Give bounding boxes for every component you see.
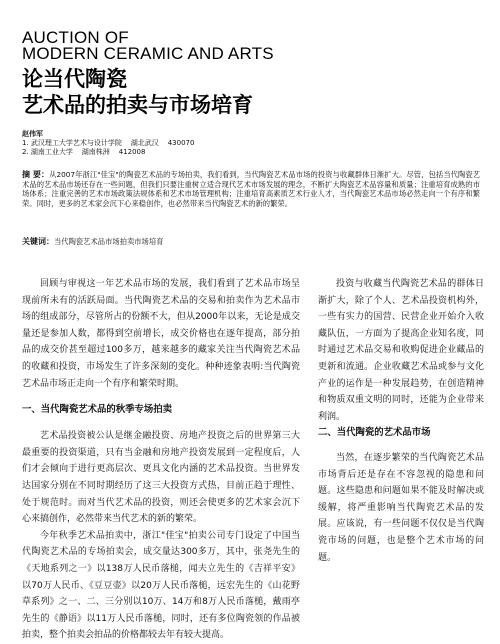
section-heading-1: 一、当代陶瓷艺术品的秋季专场拍卖: [22, 404, 173, 416]
left-column: [22, 276, 300, 644]
chinese-title: [22, 66, 482, 118]
abstract-label: 摘 要：: [22, 170, 50, 179]
author-name: 赵伟军: [22, 130, 43, 138]
keywords-block: [22, 236, 480, 247]
body-paragraph: 投资与收藏当代陶瓷艺术品的群体日渐扩大，除了个人、艺术品投资机构外，一些有实力的国营、民营企业开始介入收藏队伍，一方面为了提高企业知名度，同时通过艺术品交易和收购促进企业藏品的更新和流通。企业收藏艺术品或参与文化产业的运作是一种发展趋势，在创造精神和物质双重文明的同时，还能为企业带来利润。: [318, 279, 484, 422]
abstract-text: 从2007年浙江"佳宝"的陶瓷艺术品的专场拍卖，我们看到，当代陶瓷艺术品市场的投资与收藏群体日渐扩大。尽管，包括当代陶瓷艺术品的艺术品市场还存在一些问题，但我们只要注重树立适合现代艺术市场发展的理念，不断扩大陶瓷艺术品容量和质量；注重培育成熟的市场体系；注重完善的艺术市场政策法规体系和艺术市场管理机构；注重培育高素质艺术行业人才，当代陶瓷艺术品市场必然走向一个有序和繁荣。同时，更多的艺术家会沉下心来稳创作，也必然带来当代陶瓷艺术的新的繁荣。: [22, 170, 480, 209]
abstract-block: [22, 170, 480, 209]
body-paragraph: 当然，在逐步繁荣的当代陶瓷艺术品市场背后还是存在不容忽视的隐患和问题。这些隐患和问题如果不能及时解决或缓解，将严重影响当代陶瓷艺术品的发展。应该说，有一些问题不仅仅是当代陶瓷市场的问题，也是整个艺术市场的问题。: [318, 453, 484, 563]
keywords-label: 关键词：: [22, 237, 54, 246]
author-affiliation-1: 1. 武汉理工大学艺术与设计学院 湖北武汉 430070: [22, 139, 195, 147]
english-title: [22, 30, 482, 62]
english-title-line-1: AUCTION OF: [22, 28, 129, 47]
body-paragraph: 今年秋季艺术品拍卖中，浙江"佳宝"拍卖公司专门设定了中国当代陶瓷艺术品的专场拍卖会，成交量达300多万，其中，张尧先生的《天地系列之一》以138万人民币落槌，闻夫立先生的《吉祥平安》以70万人民币、《豆豆壶》以20万人民币落槌，远宏先生的《山花野草系列》之一、二、三分别以10万、14万和8万人民币落槌，戴雨亭先生的《静语》以11万人民币落槌，同时，还有多位陶瓷领的作品被拍卖，整个拍卖会拍品的价格都较去年有较大提高。: [22, 530, 300, 641]
author-affiliation-2: 2. 湖南工业大学 湖南株洲 412008: [22, 148, 146, 156]
section-heading-2: 二、当代陶瓷的艺术品市场: [318, 427, 431, 438]
keywords-text: 当代陶瓷艺术品市场拍卖市场培育: [54, 237, 164, 246]
chinese-title-line-2: 艺术品的拍卖与市场培育: [22, 92, 253, 117]
right-column-lower: [318, 450, 484, 566]
right-column: [318, 276, 484, 425]
body-paragraph: 回顾与审视这一年艺术品市场的发展，我们看到了艺术品市场呈现前所未有的活跃局面。当代陶瓷艺术品的交易和拍卖作为艺术品市场的组成部分，尽管所占的份额不大，但从2000年以来，无论是成交量还是参加人数，都得到空前增长，成交价格也在逐年提高，部分拍品的成交价甚至超过100多万，越来越多的藏家关注当代陶瓷艺术品的收藏和投资，市场发生了许多深刻的变化。种种迹象表明:当代陶瓷艺术品市场正走向一个有序和繁荣时期。: [22, 279, 300, 389]
body-paragraph: 艺术品投资被公认是继金融投资、房地产投资之后的世界第三大最重要的投资渠道，只有当金融和房地产投资发展到一定程度后，人们才会倾向于进行更高层次、更具文化内涵的艺术品投资。当世界发达国家分别在不同时期经历了这三大投资方式热，目前正趋于理性、处于规范时。而对当代艺术品的投资，则还会使更多的艺术家会沉下心来搞创作，必然带来当代艺术的新的繁荣。: [22, 431, 300, 525]
chinese-title-line-1: 论当代陶瓷: [22, 66, 127, 91]
english-title-line-2: MODERN CERAMIC AND ARTS: [22, 44, 274, 63]
